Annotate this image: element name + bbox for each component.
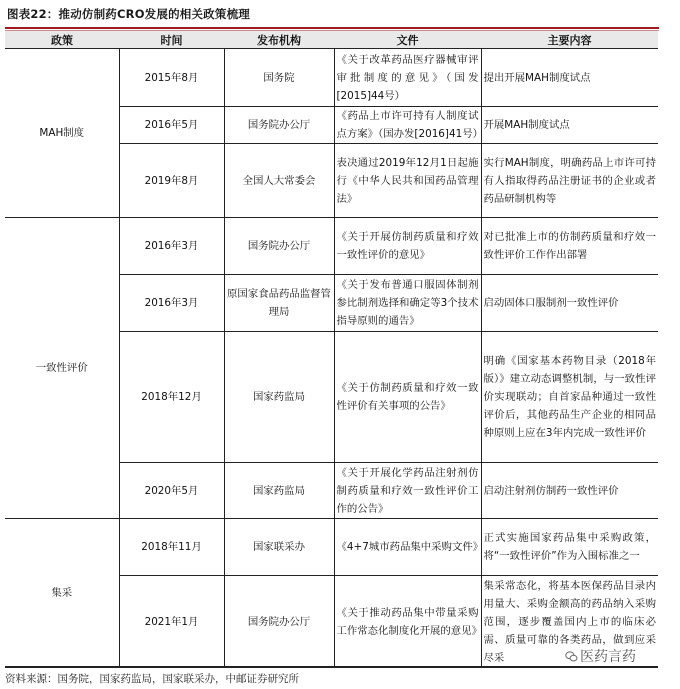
- content-cell: 提出开展MAH制度试点: [481, 49, 658, 107]
- document-cell: 《药品上市许可持有人制度试点方案》（国办发[2016]41号）: [334, 107, 481, 144]
- source-note: 资料来源：国务院，国家药监局，国家联采办，中邮证券研究所: [5, 673, 299, 685]
- content-cell: 对已批准上市的仿制药质量和疗效一致性评价工作作出部署: [481, 218, 658, 275]
- org-cell: 全国人大常委会: [224, 144, 334, 218]
- policy-cell-procurement: 集采: [5, 519, 119, 668]
- table-row: [5, 49, 658, 107]
- header-org: 发布机构: [224, 31, 334, 49]
- org-cell: 国务院: [224, 49, 334, 107]
- document-cell: 《关于推动药品集中带量采购工作常态化制度化开展的意见》: [334, 576, 481, 668]
- content-cell: 启动固体口服制剂一致性评价: [481, 275, 658, 332]
- time-cell: 2016年3月: [119, 275, 224, 332]
- document-cell: 《关于仿制药质量和疗效一致性评价有关事项的公告》: [334, 332, 481, 463]
- document-cell: 《关于发布普通口服固体制剂参比制剂选择和确定等3个技术指导原则的通告》: [334, 275, 481, 332]
- content-cell: 正式实施国家药品集中采购政策，将“一致性评价”作为入围标准之一: [481, 519, 658, 576]
- document-cell: 《4+7城市药品集中采购文件》: [334, 519, 481, 576]
- time-cell: 2020年5月: [119, 463, 224, 519]
- policy-cell-mah: MAH制度: [5, 49, 119, 218]
- header-time: 时间: [119, 31, 224, 49]
- time-cell: 2019年8月: [119, 144, 224, 218]
- content-cell: 实行MAH制度，明确药品上市许可持有人指取得药品注册证书的企业或者药品研制机构等: [481, 144, 658, 218]
- time-cell: 2021年1月: [119, 576, 224, 668]
- policy-table: [5, 31, 658, 668]
- time-cell: 2018年12月: [119, 332, 224, 463]
- document-cell: 《关于开展仿制药质量和疗效一致性评价的意见》: [334, 218, 481, 275]
- content-cell: 明确《国家基本药物目录（2018年版）》建立动态调整机制，与一致性评价实现联动；自首家品种通过一致性评价后，其他药品生产企业的相同品种原则上应在3年内完成一致性评价: [481, 332, 658, 463]
- header-document: 文件: [334, 31, 481, 49]
- time-cell: 2015年8月: [119, 49, 224, 107]
- org-cell: 国家药监局: [224, 463, 334, 519]
- org-cell: 国务院办公厅: [224, 576, 334, 668]
- watermark-text: 医药言药: [580, 649, 636, 665]
- org-cell: 国家联采办: [224, 519, 334, 576]
- time-cell: 2018年11月: [119, 519, 224, 576]
- org-cell: 国务院办公厅: [224, 218, 334, 275]
- time-cell: 2016年3月: [119, 218, 224, 275]
- header-policy: 政策: [5, 31, 119, 49]
- content-cell: 集采常态化，将基本医保药品目录内用量大、采购金额高的药品纳入采购范围，逐步覆盖国内上市的临床必需、质量可靠的各类药品，做到应采尽采: [481, 576, 658, 668]
- table-header-row: [5, 31, 658, 49]
- document-cell: 《关于开展化学药品注射剂仿制药质量和疗效一致性评价工作的公告》: [334, 463, 481, 519]
- table-row: [5, 218, 658, 275]
- watermark: [565, 646, 636, 666]
- document-cell: 《关于改革药品医疗器械审评审批制度的意见》（国发[2015]44号）: [334, 49, 481, 107]
- table-row: [5, 519, 658, 576]
- org-cell: 原国家食品药品监督管理局: [224, 275, 334, 332]
- content-cell: 启动注射剂仿制药一致性评价: [481, 463, 658, 519]
- table-bottom-rule: [5, 666, 658, 667]
- policy-cell-consistency: 一致性评价: [5, 218, 119, 519]
- wechat-icon: [565, 650, 578, 663]
- header-content: 主要内容: [481, 31, 658, 49]
- figure-title: 图表22：推动仿制药CRO发展的相关政策梳理: [7, 7, 250, 21]
- org-cell: 国务院办公厅: [224, 107, 334, 144]
- org-cell: 国家药监局: [224, 332, 334, 463]
- document-cell: 表决通过2019年12月1日起施行《中华人民共和国药品管理法》: [334, 144, 481, 218]
- content-cell: 开展MAH制度试点: [481, 107, 658, 144]
- time-cell: 2016年5月: [119, 107, 224, 144]
